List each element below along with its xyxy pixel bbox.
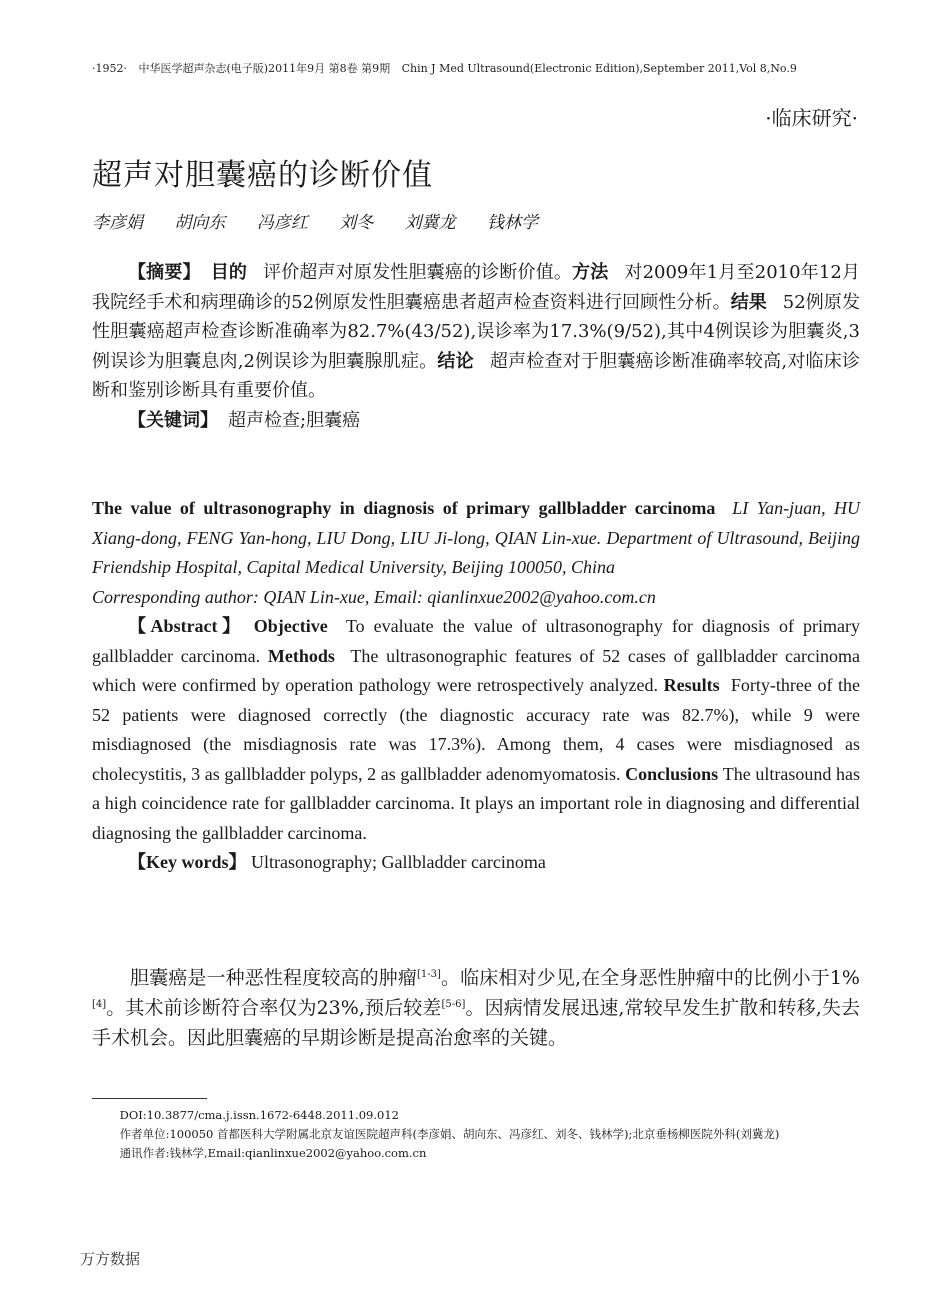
footnotes	[92, 1106, 860, 1163]
author: 刘冬	[339, 213, 374, 233]
keywords-label: 【关键词】	[128, 409, 218, 431]
footnote-divider	[92, 1098, 207, 1099]
objective-text: 评价超声对原发性胆囊癌的诊断价值。	[263, 262, 573, 283]
conclusions-label: 结论	[437, 350, 474, 372]
journal-en: Chin J Med Ultrasound(Electronic Edition),September 2011,Vol 8,No.9	[401, 62, 797, 75]
keywords-cn	[92, 406, 860, 436]
abstract-en-paragraph	[92, 612, 860, 848]
author: 刘冀龙	[404, 213, 456, 233]
abstract-en-label: 【Abstract】	[128, 616, 245, 636]
article-title: 超声对胆囊癌的诊断价值	[92, 158, 433, 193]
author: 钱林学	[487, 213, 539, 233]
affiliation: 作者单位:100050 首都医科大学附属北京友谊医院超声科(李彦娟、胡向东、冯彦红、刘冬、钱林学);北京垂杨柳医院外科(刘冀龙)	[119, 1127, 780, 1141]
keywords-text: 超声检查;胆囊癌	[228, 409, 361, 431]
watermark: 万方数据	[80, 1250, 141, 1268]
results-en-label: Results	[663, 675, 720, 695]
abstract-en	[92, 494, 860, 878]
authors-cn	[92, 208, 564, 233]
results-text: 52例原发性胆囊癌超声检查诊断准确率为82.7%(43/52),误诊率为17.3%(9/52),其中4例误诊为胆囊炎,3例误诊为胆囊息肉,2例误诊为胆囊腺肌症。	[92, 291, 860, 372]
conclusions-en-label: Conclusions	[625, 763, 719, 784]
body-text-segment: 胆囊癌是一种恶性程度较高的肿瘤	[130, 967, 417, 989]
author: 胡向东	[174, 213, 226, 233]
corresponding-author: Corresponding author: QIAN Lin-xue, Email: qianlinxue2002@yahoo.com.cn	[92, 586, 656, 607]
keywords-en-text: Ultrasonography; Gallbladder carcinoma	[251, 852, 546, 872]
abstract-cn-paragraph	[92, 258, 860, 406]
keywords-en	[92, 848, 860, 878]
correspondence: 通讯作者:钱林学,Email:qianlinxue2002@yahoo.com.cn	[119, 1146, 427, 1160]
body-paragraph	[92, 963, 860, 1053]
doi: DOI:10.3877/cma.j.issn.1672-6448.2011.09.012	[119, 1108, 399, 1122]
english-heading	[92, 494, 860, 583]
keywords-en-label: 【Key words】	[128, 852, 247, 872]
page-number: ·1952·	[92, 62, 127, 75]
conclusions-en: The ultrasound has a high coincidence rate for gallbladder carcinoma. It plays an important role in diagnosing and differential diagnosing the gallbladder carcinoma.	[92, 763, 861, 843]
running-header	[92, 60, 860, 76]
english-authors: LI Yan-juan, HU Xiang-dong, FENG Yan-hong, LIU Dong, LIU Ji-long, QIAN Lin-xue. Department of Ultrasound, Beijing Friendship Hospital, Capital Medical University, Beijing 100050, China	[92, 498, 861, 577]
objective-en: To evaluate the value of ultrasonography for diagnosis of primary gallbladder carcinoma.	[92, 616, 860, 666]
methods-text: 对2009年1月至2010年12月我院经手术和病理确诊的52例原发性胆囊癌患者超声检查资料进行回顾性分析。	[92, 262, 861, 313]
body-text-segment: 。临床相对少见,在全身恶性肿瘤中的比例小于1%	[440, 967, 860, 989]
body-text	[92, 963, 860, 1053]
objective-label: 目的	[210, 262, 248, 283]
abstract-cn	[92, 258, 860, 435]
author: 李彦娟	[92, 213, 143, 233]
english-title: The value of ultrasonography in diagnosis of primary gallbladder carcinoma	[92, 498, 716, 518]
citation[interactable]: [1-3]	[416, 969, 441, 980]
author: 冯彦红	[256, 213, 308, 233]
citation[interactable]: [5-6]	[441, 999, 466, 1010]
methods-en-label: Methods	[267, 645, 335, 666]
conclusions-text: 超声检查对于胆囊癌诊断准确率较高,对临床诊断和鉴别诊断具有重要价值。	[92, 350, 860, 401]
objective-en-label: Objective	[253, 616, 328, 636]
journal-cn: 中华医学超声杂志(电子版)2011年9月 第8卷 第9期	[138, 62, 391, 75]
results-label: 结果	[730, 291, 767, 313]
citation[interactable]: [4]	[92, 999, 107, 1010]
body-text-segment: 。其术前诊断符合率仅为23%,预后较差	[106, 997, 442, 1019]
section-tag: ·临床研究·	[765, 106, 858, 130]
body-text-segment: 。因病情发展迅速,常较早发生扩散和转移,失去手术机会。因此胆囊癌的早期诊断是提高治愈率的关键。	[92, 997, 860, 1049]
results-en: Forty-three of the 52 patients were diagnosed correctly (the diagnostic accuracy rate was 82.7%), while 9 were misdiagnosed (the misdiagnosis rate was 17.3%). Among them, 4 cases were misdiagnosed as cholecystitis, 3 as gallbladder polyps, 2 as gallbladder adenomyomatosis.	[92, 675, 861, 784]
methods-label: 方法	[572, 262, 609, 283]
abstract-label: 【摘要】	[128, 262, 201, 283]
methods-en: The ultrasonographic features of 52 cases of gallbladder carcinoma which were confirmed by operation pathology were retrospectively analyzed.	[92, 645, 861, 695]
